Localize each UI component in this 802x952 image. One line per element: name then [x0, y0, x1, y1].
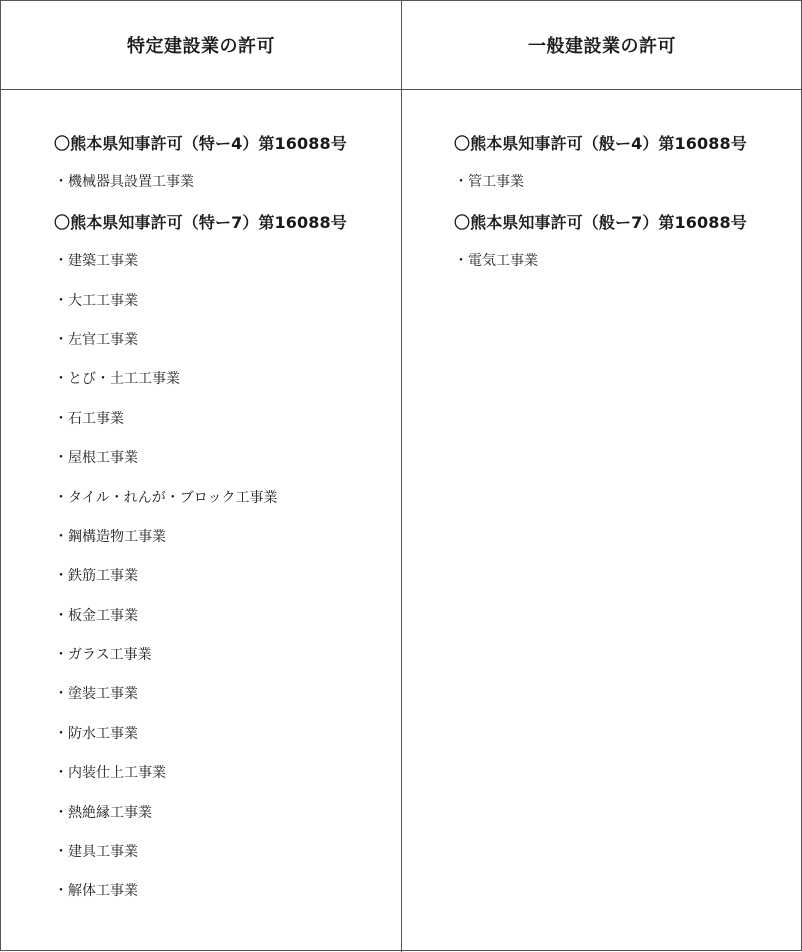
business-item: ・板金工事業 — [54, 607, 138, 624]
specific-permit-column — [54, 124, 394, 912]
business-item: ・鉄筋工事業 — [54, 568, 138, 585]
header-divider — [1, 89, 802, 90]
business-item: ・建具工事業 — [54, 844, 138, 861]
business-item: ・石工事業 — [54, 410, 124, 427]
business-item: ・解体工事業 — [54, 883, 138, 900]
business-item: ・左官工事業 — [54, 331, 138, 348]
business-item: ・機械器具設置工事業 — [54, 174, 194, 191]
business-item: ・大工工事業 — [54, 292, 138, 309]
business-item: ・熱絶縁工事業 — [54, 804, 152, 821]
business-item: ・防水工事業 — [54, 725, 138, 742]
business-item: ・管工事業 — [454, 174, 524, 191]
business-item: ・タイル・れんが・ブロック工事業 — [54, 489, 278, 506]
business-item: ・建築工事業 — [54, 253, 138, 270]
header-specific-permit: 特定建設業の許可 — [127, 36, 275, 57]
business-item: ・内装仕上工事業 — [54, 765, 166, 782]
business-item: ・とび・土工工事業 — [54, 371, 180, 388]
header-general-permit: 一般建設業の許可 — [528, 36, 676, 57]
business-item: ・電気工事業 — [454, 253, 538, 270]
business-item: ・ガラス工事業 — [54, 647, 152, 664]
permit-number: 〇熊本県知事許可（特ー4）第16088号 — [54, 134, 347, 153]
permit-number: 〇熊本県知事許可（般ー4）第16088号 — [454, 134, 747, 153]
permit-number: 〇熊本県知事許可（特ー7）第16088号 — [54, 212, 347, 232]
business-item: ・鋼構造物工事業 — [54, 528, 166, 545]
permit-number: 〇熊本県知事許可（般ー7）第16088号 — [454, 212, 747, 232]
business-item: ・塗装工事業 — [54, 686, 138, 703]
business-item: ・屋根工事業 — [54, 450, 138, 467]
general-permit-column — [454, 124, 794, 282]
column-divider — [401, 1, 402, 952]
